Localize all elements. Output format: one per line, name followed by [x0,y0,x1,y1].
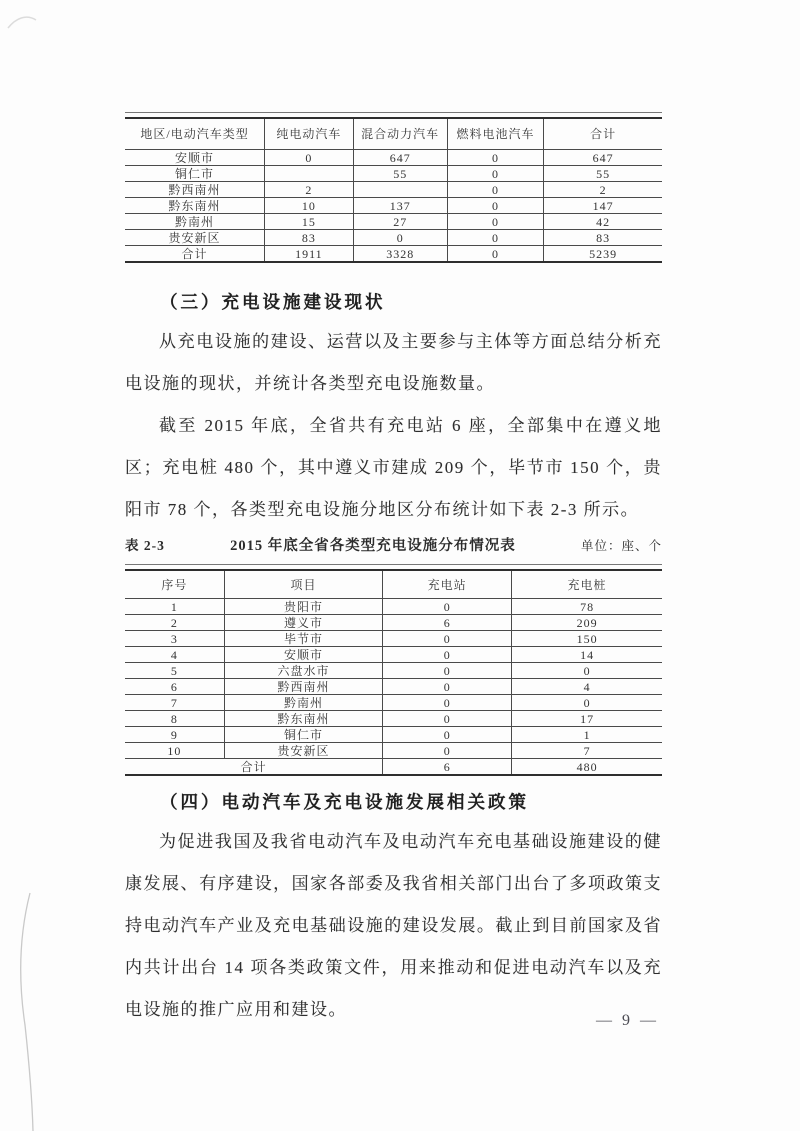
table-cell: 15 [265,214,354,230]
table-cell: 0 [447,150,544,166]
table-row [125,631,662,647]
table-cell: 480 [576,759,598,774]
table-cell: 0 [447,198,544,214]
table-row [125,695,662,711]
charging-facility-table [125,564,662,776]
table-cell: 0 [447,230,544,246]
table-cell: 647 [544,150,662,166]
table-row [125,599,662,615]
table-cell: 3 [125,631,224,647]
table-cell: 83 [265,230,354,246]
table-caption [125,534,662,558]
table-cell: 4 [512,679,662,695]
page-curl-line [21,893,33,1131]
table-row [125,182,662,198]
table-cell: 六盘水市 [224,663,382,679]
corner-smudge [8,17,36,28]
table-cell: 0 [512,663,662,679]
table-cell: 14 [512,647,662,663]
table-caption-unit: 单位：座、个 [580,539,662,553]
column-header: 地区/电动汽车类型 [125,118,265,150]
table-cell: 黔南州 [125,214,265,230]
table-cell: 合计 [125,246,265,263]
table-cell: 0 [447,166,544,182]
table-cell: 0 [512,695,662,711]
table-row [125,727,662,743]
table-cell: 0 [447,246,544,263]
table-row [125,166,662,182]
column-header: 序号 [125,570,224,599]
table-header-row [125,570,662,599]
table-total-row [125,759,662,776]
table-header-row [125,118,662,150]
table-cell: 10 [125,743,224,759]
table-row [125,743,662,759]
table-cell: 黔东南州 [224,711,382,727]
table-cell: 6 [125,679,224,695]
table-cell: 3328 [353,246,447,263]
table-cell: 6 [383,759,512,776]
table-cell: 0 [383,631,512,647]
table-cell: 黔东南州 [125,198,265,214]
table-row [125,647,662,663]
table-cell: 2 [544,182,662,198]
ev-by-region-table-grid [125,117,662,263]
table-cell: 贵安新区 [125,230,265,246]
paragraph: 截至 2015 年底，全省共有充电站 6 座，全部集中在遵义地区；充电桩 480 个，其中遵义市建成 209 个，毕节市 150 个，贵阳市 78 个，各类型充电设施分地区分布统计如下表 2-3 所示。 [125,416,662,519]
table-cell: 铜仁市 [224,727,382,743]
table-cell: 0 [265,150,354,166]
table-row [125,230,662,246]
table-cell: 贵安新区 [224,743,382,759]
table-row [125,198,662,214]
table-cell: 安顺市 [125,150,265,166]
table-cell: 铜仁市 [125,166,265,182]
content-column [125,0,662,1031]
column-header: 混合动力汽车 [353,118,447,150]
table-cell: 17 [512,711,662,727]
table-cell: 647 [353,150,447,166]
table-cell: 9 [125,727,224,743]
table-cell: 5 [125,663,224,679]
table-cell: 黔南州 [224,695,382,711]
table-top-rule [125,564,662,565]
column-header: 项目 [224,570,382,599]
table-cell: 0 [447,182,544,198]
ev-by-region-table [125,112,662,263]
table-cell: 6 [383,615,512,631]
table-total-label: 合计 [125,759,383,776]
table-cell: 0 [383,647,512,663]
section-heading-charging-status: （三）充电设施建设现状 [160,292,386,312]
table-cell [353,182,447,198]
table-cell: 0 [383,727,512,743]
table-cell: 毕节市 [224,631,382,647]
charging-facility-table-grid [125,569,662,776]
column-header: 充电站 [383,570,512,599]
table-top-rule [125,112,662,113]
table-cell: 0 [383,711,512,727]
table-cell: 55 [353,166,447,182]
column-header: 充电桩 [512,570,662,599]
table-cell [265,166,354,182]
table-cell: 0 [383,695,512,711]
table-cell: 10 [265,198,354,214]
table-cell: 7 [125,695,224,711]
table-cell: 0 [383,663,512,679]
table-caption-title: 2015 年底全省各类型充电设施分布情况表 [230,538,516,554]
table-cell: 209 [512,615,662,631]
table-cell: 147 [544,198,662,214]
page-number: — 9 — [596,1012,659,1029]
table-total-row [125,246,662,263]
table-cell: 7 [512,743,662,759]
table-row [125,615,662,631]
table-cell: 83 [544,230,662,246]
table-cell: 5239 [589,246,618,261]
table-cell: 0 [383,679,512,695]
table-cell: 1911 [265,246,354,263]
table-cell: 137 [353,198,447,214]
table-cell: 2 [125,615,224,631]
table-cell: 遵义市 [224,615,382,631]
table-cell: 8 [125,711,224,727]
section-heading-policy: （四）电动汽车及充电设施发展相关政策 [160,792,529,812]
table-row [125,663,662,679]
column-header: 纯电动汽车 [265,118,354,150]
paragraph: 为促进我国及我省电动汽车及电动汽车充电基础设施建设的健康发展、有序建设，国家各部委及我省相关部门出台了多项政策支持电动汽车产业及充电基础设施的建设发展。截止到目前国家及省内共计出台 14 项各类政策文件，用来推动和促进电动汽车以及充电设施的推广应用和建设。 [125,832,662,1019]
table-cell: 0 [383,743,512,759]
table-cell: 42 [544,214,662,230]
table-cell: 黔西南州 [224,679,382,695]
table-cell: 1 [125,599,224,615]
table-cell: 4 [125,647,224,663]
table-cell: 0 [353,230,447,246]
paragraph: 从充电设施的建设、运营以及主要参与主体等方面总结分析充电设施的现状，并统计各类型充电设施数量。 [125,332,662,393]
table-cell: 150 [512,631,662,647]
column-header: 合计 [544,118,662,150]
table-row [125,711,662,727]
table-row [125,679,662,695]
table-cell: 安顺市 [224,647,382,663]
table-cell: 2 [265,182,354,198]
table-cell: 55 [544,166,662,182]
table-cell: 1 [512,727,662,743]
table-cell: 黔西南州 [125,182,265,198]
table-caption-label: 表 2-3 [125,538,165,553]
table-row [125,150,662,166]
top-margin [125,0,662,112]
table-cell: 27 [353,214,447,230]
table-cell: 0 [447,214,544,230]
column-header: 燃料电池汽车 [447,118,544,150]
table-cell: 78 [512,599,662,615]
table-cell: 贵阳市 [224,599,382,615]
table-cell: 0 [383,599,512,615]
table-row [125,214,662,230]
